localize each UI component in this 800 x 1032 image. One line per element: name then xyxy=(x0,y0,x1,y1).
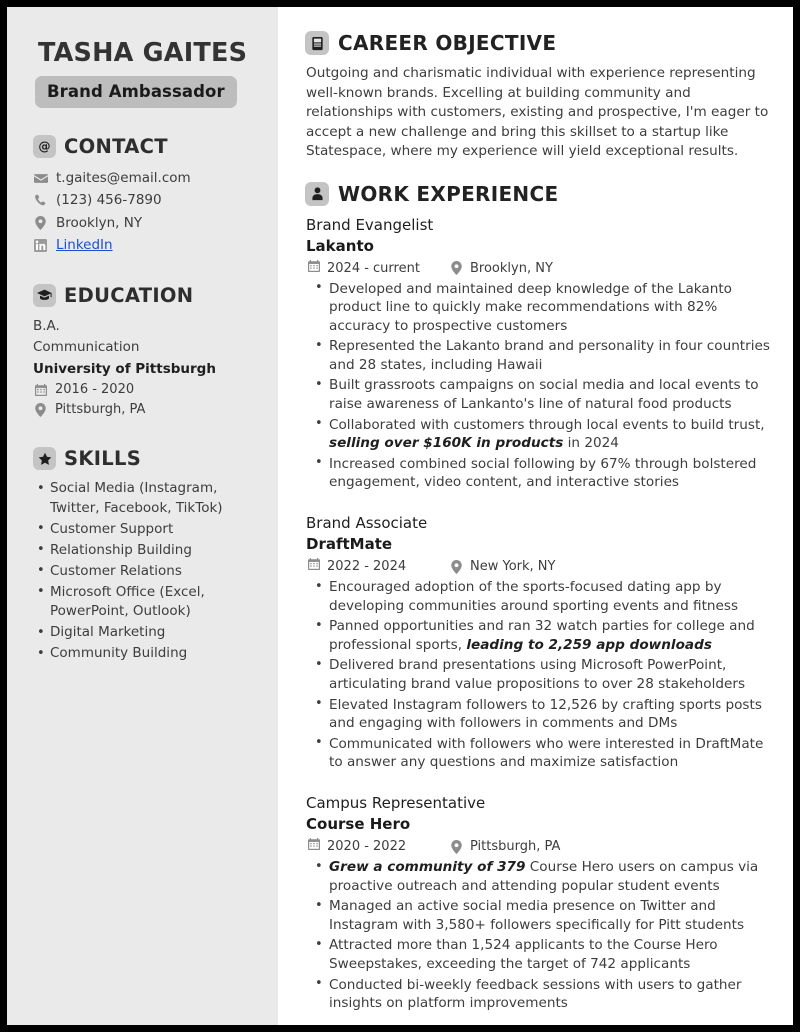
list-item: • Elevated Instagram followers to 12,526 by crafting sports posts and engaging with followers in comments and DMs xyxy=(329,696,771,734)
job-title: Brand Associate xyxy=(306,514,428,533)
education-dates xyxy=(33,380,256,400)
linkedin-icon xyxy=(33,238,48,253)
job-meta xyxy=(306,836,771,857)
list-item: • Customer Support xyxy=(50,520,256,540)
calendar-icon xyxy=(306,258,321,273)
job-title-badge: Brand Ambassador xyxy=(35,76,237,108)
at-sign-icon xyxy=(33,135,56,158)
contact-heading-label: CONTACT xyxy=(64,135,168,158)
job-location-label: Pittsburgh, PA xyxy=(470,839,561,855)
job-bullets xyxy=(305,858,771,1013)
location-pin-icon xyxy=(33,403,48,418)
job-bullets xyxy=(305,280,771,493)
location-pin-icon xyxy=(449,559,464,574)
job-dates xyxy=(306,258,449,279)
list-item: • Panned opportunities and ran 32 watch parties for college and professional sports, leading to 2,259 app downloads xyxy=(329,617,771,655)
skills-section xyxy=(33,447,256,664)
list-item: • Built grassroots campaigns on social media and local events to raise awareness of Lankanto's line of natural food products xyxy=(329,376,771,414)
list-item: • Developed and maintained deep knowledge of the Lakanto product line to quickly make recommendations with 82% accuracy to prospective customers xyxy=(329,280,771,336)
list-item: • Customer Relations xyxy=(50,562,256,582)
job-company: Course Hero xyxy=(306,815,411,834)
calendar-icon xyxy=(306,837,321,852)
phone-icon xyxy=(33,193,48,208)
contact-section xyxy=(33,135,256,257)
work-item xyxy=(305,513,771,772)
contact-item-location xyxy=(33,212,256,235)
location-pin-icon xyxy=(449,839,464,854)
list-item: • Community Building xyxy=(50,644,256,664)
education-heading xyxy=(33,284,256,307)
contact-heading xyxy=(33,135,256,158)
calendar-icon xyxy=(306,557,321,572)
job-location-label: Brooklyn, NY xyxy=(470,260,553,276)
sidebar xyxy=(7,7,278,1025)
list-item: • Managed an active social media presence on Twitter and Instagram with 3,580+ followers specifically for Pitt students xyxy=(329,897,771,935)
education-heading-label: EDUCATION xyxy=(64,284,194,307)
job-location-label: New York, NY xyxy=(470,559,556,575)
education-school: University of Pittsburgh xyxy=(33,361,216,377)
career-objective-text: Outgoing and charismatic individual with experience representing well-known brands. Excelling at building community and relationships with customers, existing and prospective, I'm eager to accept a new challenge and bring this skillset to a startup like Statespace, where my experience will yield exceptional results. xyxy=(306,65,769,159)
list-item: • Collaborated with customers through local events to build trust, selling over $160K in products in 2024 xyxy=(329,416,771,454)
job-dates-label: 2024 - current xyxy=(327,260,420,276)
work-experience-heading xyxy=(305,182,771,206)
list-item: • Encouraged adoption of the sports-focused dating app by developing communities around sporting events and fitness xyxy=(329,578,771,616)
book-icon xyxy=(305,31,329,55)
list-item: • Microsoft Office (Excel, PowerPoint, Outlook) xyxy=(50,583,256,622)
education-location xyxy=(33,400,256,420)
education-field: Communication xyxy=(33,339,140,355)
list-item: • Delivered brand presentations using Microsoft PowerPoint, articulating brand value propositions to over 28 stakeholders xyxy=(329,656,771,694)
envelope-icon xyxy=(33,171,48,186)
graduation-cap-icon xyxy=(33,284,56,307)
work-experience-section xyxy=(305,182,771,1014)
job-dates-label: 2022 - 2024 xyxy=(327,559,407,575)
skills-list xyxy=(33,479,256,664)
job-dates xyxy=(306,556,449,577)
education-degree: B.A. xyxy=(33,318,60,334)
job-location xyxy=(449,556,555,577)
person-icon xyxy=(305,182,329,206)
contact-list xyxy=(33,167,256,257)
work-item xyxy=(305,215,771,493)
job-meta xyxy=(306,258,771,279)
page-title: TASHA GAITES xyxy=(38,38,248,68)
list-item: • Increased combined social following by 67% through bolstered engagement, video content, and interactive stories xyxy=(329,455,771,493)
contact-item-linkedin[interactable] xyxy=(33,235,256,258)
contact-item-email xyxy=(33,167,256,190)
list-item: • Represented the Lakanto brand and personality in four countries and 28 states, including Hawaii xyxy=(329,337,771,375)
list-item: • Digital Marketing xyxy=(50,623,256,643)
location-pin-icon xyxy=(449,261,464,276)
main-content xyxy=(278,7,793,1025)
star-icon xyxy=(33,447,56,470)
job-bullets xyxy=(305,578,771,772)
list-item: • Social Media (Instagram, Twitter, Facebook, TikTok) xyxy=(50,479,256,518)
education-section xyxy=(33,284,256,420)
contact-location-label: Brooklyn, NY xyxy=(56,214,143,231)
list-item: • Communicated with followers who were interested in DraftMate to answer any questions and maximize satisfaction xyxy=(329,735,771,773)
list-item: • Grew a community of 379 Course Hero users on campus via proactive outreach and attending popular student events xyxy=(329,858,771,896)
contact-item-phone xyxy=(33,190,256,213)
career-objective-heading-label: CAREER OBJECTIVE xyxy=(338,31,557,55)
contact-phone-label: (123) 456-7890 xyxy=(56,192,162,208)
linkedin-link[interactable]: LinkedIn xyxy=(56,237,113,253)
calendar-icon xyxy=(33,383,48,398)
location-pin-icon xyxy=(33,216,48,231)
skills-heading xyxy=(33,447,256,470)
job-title: Campus Representative xyxy=(306,794,486,813)
job-company: DraftMate xyxy=(306,535,393,554)
education-location-label: Pittsburgh, PA xyxy=(55,402,146,417)
job-location xyxy=(449,836,560,857)
job-location xyxy=(449,258,553,279)
education-dates-label: 2016 - 2020 xyxy=(55,382,135,397)
work-experience-heading-label: WORK EXPERIENCE xyxy=(338,181,559,206)
job-meta xyxy=(306,556,771,577)
job-dates-label: 2020 - 2022 xyxy=(327,839,407,855)
career-objective-section xyxy=(305,31,771,162)
list-item: • Attracted more than 1,524 applicants to the Course Hero Sweepstakes, exceeding the target of 742 applicants xyxy=(329,936,771,974)
career-objective-heading xyxy=(305,31,771,55)
contact-email-label: t.gaites@email.com xyxy=(56,169,191,186)
list-item: • Relationship Building xyxy=(50,541,256,561)
svg-text:@: @ xyxy=(38,139,51,154)
work-item xyxy=(305,793,771,1013)
skills-heading-label: SKILLS xyxy=(64,447,142,470)
job-company: Lakanto xyxy=(306,236,374,255)
job-title: Brand Evangelist xyxy=(306,215,434,234)
job-dates xyxy=(306,836,449,857)
list-item: • Conducted bi-weekly feedback sessions with users to gather insights on platform improvements xyxy=(329,976,771,1014)
